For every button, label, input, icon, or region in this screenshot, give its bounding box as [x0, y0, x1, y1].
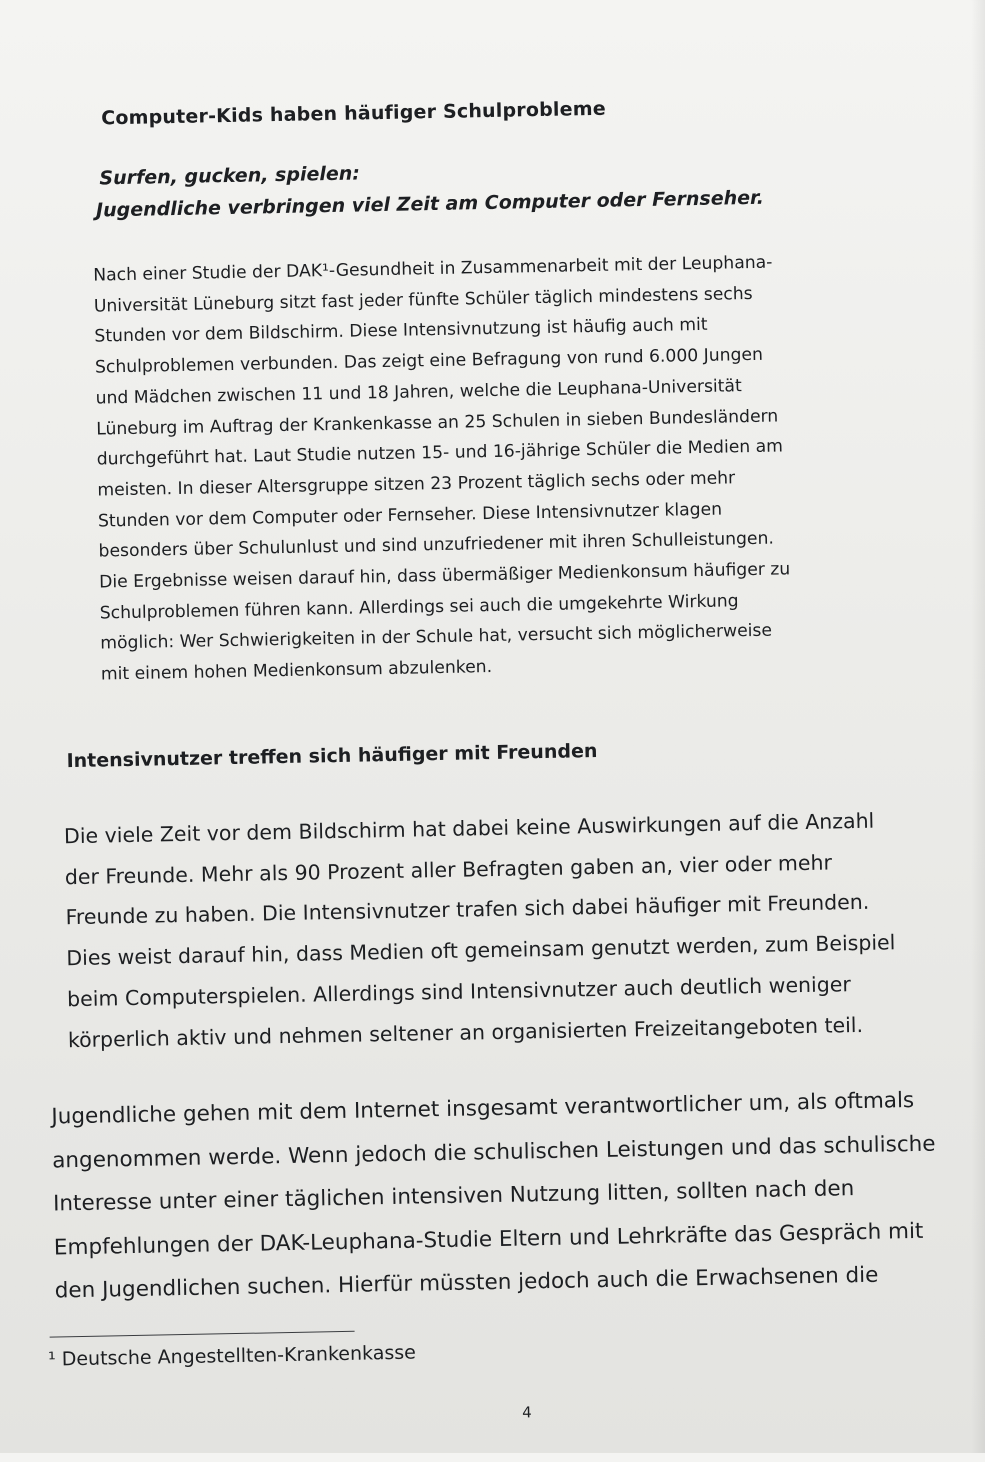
paragraph-1 — [93, 246, 881, 691]
text-line: Dies weist darauf hin, dass Medien oft gemeinsam genutzt werden, zum Beispiel — [66, 930, 896, 971]
text-line: Empfehlungen der DAK-Leuphana-Studie Eltern und Lehrkräfte das Gespräch mit — [53, 1218, 924, 1261]
text-line: den Jugendlichen suchen. Hierfür müssten jedoch auch die Erwachsenen die — [54, 1263, 879, 1304]
text-line: mit einem hohen Medienkonsum abzulenken. — [100, 657, 493, 685]
text-line: Interesse unter einer täglichen intensiven Nutzung litten, sollten nach den — [52, 1176, 855, 1217]
text-line: Stunden vor dem Computer oder Fernseher. Diese Intensivnutzer klagen — [97, 499, 723, 532]
text-line: körperlich aktiv und nehmen seltener an organisierten Freizeitangeboten teil. — [67, 1012, 864, 1052]
text-line: meisten. In dieser Altersgruppe sitzen 23 Prozent täglich sechs oder mehr — [97, 468, 736, 501]
text-line: Lüneburg im Auftrag der Krankenkasse an 25 Schulen in sieben Bundesländern — [96, 405, 779, 440]
text-line: und Mädchen zwischen 11 und 18 Jahren, welche die Leuphana-Universität — [95, 375, 742, 409]
paper-edge-shadow — [971, 0, 985, 1453]
page-number: 4 — [522, 1403, 532, 1422]
subtitle-line-2: Jugendliche verbringen viel Zeit am Computer oder Fernseher. — [95, 186, 765, 222]
text-line: Schulproblemen führen kann. Allerdings sei auch die umgekehrte Wirkung — [99, 590, 739, 624]
text-line: Schulproblemen verbunden. Das zeigt eine Befragung von rund 6.000 Jungen — [94, 344, 764, 378]
text-line: Stunden vor dem Bildschirm. Diese Intensivnutzung ist häufig auch mit — [94, 315, 708, 347]
text-line: Jugendliche gehen mit dem Internet insgesamt verantwortlicher um, als oftmals — [51, 1087, 915, 1130]
text-line: besonders über Schulunlust und sind unzufriedener mit ihren Schulleistungen. — [98, 528, 775, 562]
text-line: durchgeführt hat. Laut Studie nutzen 15- und 16-jährige Schüler die Medien am — [96, 436, 784, 470]
text-line: Nach einer Studie der DAK¹-Gesundheit in Zusammenarbeit mit der Leuphana- — [93, 252, 773, 286]
text-line: Die Ergebnisse weisen darauf hin, dass übermäßiger Medienkonsum häufiger zu — [98, 559, 791, 593]
text-line: Freunde zu haben. Die Intensivnutzer trafen sich dabei häufiger mit Freunden. — [65, 890, 870, 930]
text-line: möglich: Wer Schwierigkeiten in der Schule hat, versucht sich möglicherweise — [100, 621, 773, 654]
text-line: angenommen werde. Wenn jedoch die schulischen Leistungen und das schulische — [52, 1131, 936, 1174]
footnote-divider — [50, 1331, 355, 1338]
paragraph-3 — [51, 1078, 965, 1313]
paragraph-2 — [64, 800, 909, 1060]
text-line: Die viele Zeit vor dem Bildschirm hat dabei keine Auswirkungen auf die Anzahl — [63, 808, 875, 849]
article-title: Computer-Kids haben häufiger Schulprobleme — [101, 97, 607, 130]
section-heading: Intensivnutzer treffen sich häufiger mit Freunden — [66, 739, 598, 773]
subtitle-line-1: Surfen, gucken, spielen: — [99, 162, 361, 190]
text-line: Universität Lüneburg sitzt fast jeder fünfte Schüler täglich mindestens sechs — [93, 283, 753, 317]
text-line: beim Computerspielen. Allerdings sind Intensivnutzer auch deutlich weniger — [66, 971, 852, 1012]
footnote: ¹ Deutsche Angestellten-Krankenkasse — [47, 1341, 417, 1371]
text-line: der Freunde. Mehr als 90 Prozent aller Befragten gaben an, vier oder mehr — [64, 850, 833, 889]
